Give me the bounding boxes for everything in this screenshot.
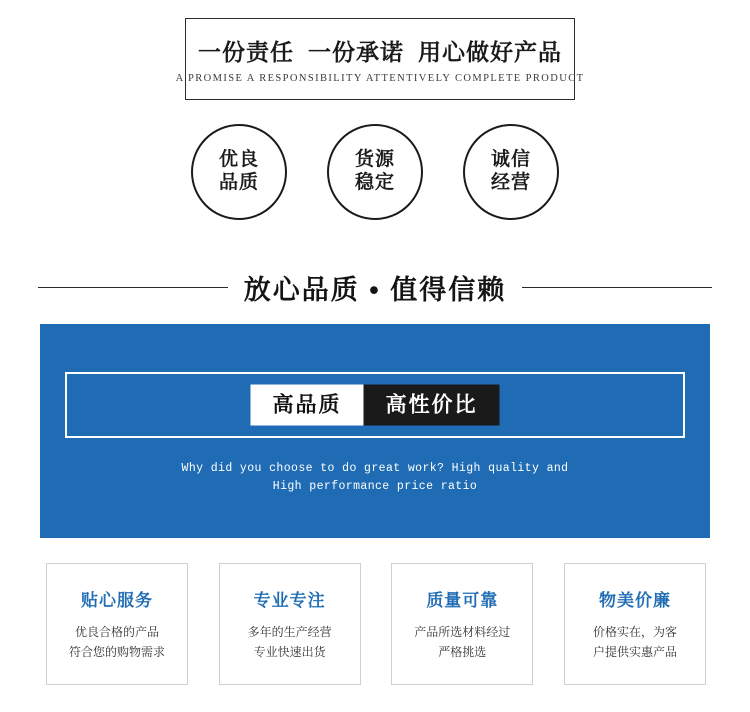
headline-part-1: 一份责任 bbox=[198, 39, 294, 65]
headline-chinese bbox=[191, 34, 569, 67]
circle-supply-line2: 稳定 bbox=[354, 172, 395, 193]
feature-circle-quality bbox=[191, 124, 287, 220]
card-desc-reliable-line1: 产品所选材料经过 bbox=[414, 625, 511, 640]
headline-part-3: 用心做好产品 bbox=[418, 39, 562, 65]
banner-english-line1: Why did you choose to do great work? High quality and bbox=[181, 462, 569, 475]
card-desc-service bbox=[69, 623, 165, 661]
card-title-reliable: 质量可靠 bbox=[426, 591, 499, 611]
card-title-professional: 专业专注 bbox=[253, 591, 326, 611]
benefit-card-professional bbox=[219, 563, 361, 685]
circle-quality-line1: 优良 bbox=[218, 149, 259, 171]
benefit-card-service bbox=[46, 563, 188, 685]
banner-english-caption bbox=[40, 460, 710, 496]
card-desc-professional bbox=[248, 623, 332, 661]
circle-text-supply bbox=[355, 149, 395, 195]
tag-high-value: 高性价比 bbox=[364, 385, 500, 426]
promo-banner bbox=[40, 324, 710, 538]
divider-left bbox=[38, 287, 228, 288]
circle-text-quality bbox=[219, 149, 259, 195]
card-desc-value-line2: 户提供实惠产品 bbox=[592, 644, 677, 659]
feature-circle-integrity bbox=[463, 124, 559, 220]
card-desc-reliable-line2: 严格挑选 bbox=[438, 644, 487, 659]
card-title-service: 贴心服务 bbox=[81, 591, 153, 611]
divider-right bbox=[522, 287, 712, 288]
card-desc-service-line1: 优良合格的产品 bbox=[74, 625, 159, 640]
circle-quality-line2: 品质 bbox=[218, 172, 259, 193]
circle-integrity-line2: 经营 bbox=[490, 172, 531, 193]
feature-circles bbox=[0, 124, 750, 220]
card-desc-value-line1: 价格实在，为客 bbox=[592, 625, 677, 640]
benefit-card-reliable bbox=[391, 563, 533, 685]
card-desc-value bbox=[593, 623, 677, 661]
card-desc-service-line2: 符合您的购物需求 bbox=[68, 644, 165, 659]
benefit-card-value bbox=[564, 563, 706, 685]
banner-tags bbox=[251, 385, 500, 426]
circle-text-integrity bbox=[491, 149, 531, 195]
section-title-row bbox=[0, 268, 750, 307]
headline-part-2: 一份承诺 bbox=[308, 39, 404, 65]
headline-box bbox=[175, 18, 585, 100]
circle-supply-line1: 货源 bbox=[354, 149, 395, 171]
banner-english-line2: High performance price ratio bbox=[272, 479, 478, 493]
headline-english: A PROMISE A RESPONSIBILITY ATTENTIVELY COMPLETE PRODUCT bbox=[175, 73, 585, 84]
feature-circle-supply bbox=[327, 124, 423, 220]
tag-high-quality: 高品质 bbox=[251, 385, 364, 426]
circle-integrity-line1: 诚信 bbox=[490, 149, 531, 171]
card-desc-professional-line2: 专业快速出货 bbox=[253, 644, 326, 659]
section-title: 放心品质 • 值得信赖 bbox=[243, 275, 507, 305]
card-title-value: 物美价廉 bbox=[598, 591, 671, 611]
benefit-cards bbox=[46, 563, 706, 685]
card-desc-reliable bbox=[414, 623, 510, 661]
card-desc-professional-line1: 多年的生产经营 bbox=[247, 625, 332, 640]
banner-frame bbox=[65, 372, 685, 438]
